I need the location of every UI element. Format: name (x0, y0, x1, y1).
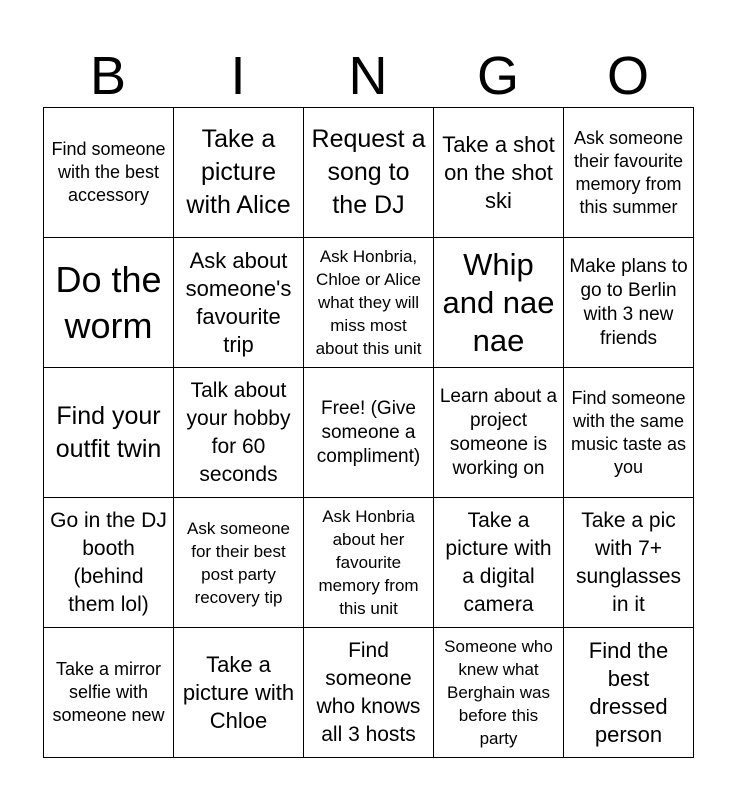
bingo-cell-2-4[interactable] (434, 238, 564, 368)
bingo-cell-4-4[interactable] (434, 498, 564, 628)
cell-text: Ask Honbria, Chloe or Alice what they will miss most about this unit (315, 247, 422, 358)
cell-text: Take a shot on the shot ski (442, 131, 555, 213)
cell-text: Ask about someone's favourite trip (185, 247, 292, 357)
header-letter-b: B (89, 46, 127, 106)
cell-text: Find the best dressed person (588, 637, 669, 747)
bingo-cell-3-4[interactable] (434, 368, 564, 498)
bingo-cell-1-4[interactable] (434, 108, 564, 238)
header-letter-n: N (348, 46, 388, 106)
cell-text: Do the worm (55, 258, 162, 346)
cell-text: Find someone who knows all 3 hosts (316, 638, 421, 746)
bingo-cell-1-1[interactable] (44, 108, 174, 238)
bingo-cell-2-3[interactable] (304, 238, 434, 368)
bingo-cell-1-3[interactable] (304, 108, 434, 238)
header-letter-g: G (476, 46, 519, 106)
cell-text: Talk about your hobby for 60 seconds (186, 378, 291, 486)
header-letter-o: O (606, 46, 649, 106)
cell-text: Take a picture with a digital camera (445, 508, 552, 616)
cell-text: Ask someone for their best post party recovery tip (187, 518, 290, 607)
bingo-cell-5-3[interactable] (304, 628, 434, 758)
cell-text: Find your outfit twin (55, 401, 162, 463)
cell-text: Find someone with the best accessory (51, 139, 166, 205)
bingo-cell-2-2[interactable] (174, 238, 304, 368)
bingo-cell-2-5[interactable] (564, 238, 694, 368)
bingo-cell-5-2[interactable] (174, 628, 304, 758)
bingo-cell-1-5[interactable] (564, 108, 694, 238)
cell-text: Whip and nae nae (442, 246, 555, 358)
cell-text: Take a mirror selfie with someone new (52, 659, 165, 725)
cell-text: Take a picture with Alice (186, 125, 291, 219)
bingo-cell-3-3[interactable] (304, 368, 434, 498)
bingo-cell-4-1[interactable] (44, 498, 174, 628)
bingo-cell-5-4[interactable] (434, 628, 564, 758)
cell-text: Learn about a project someone is working on (439, 385, 558, 479)
bingo-cell-3-1[interactable] (44, 368, 174, 498)
cell-text: Free! (Give someone a compliment) (316, 397, 421, 467)
cell-text: Someone who knew what Berghain was before this party (444, 637, 553, 748)
bingo-cell-4-5[interactable] (564, 498, 694, 628)
cell-text: Find someone with the same music taste as you (570, 387, 687, 477)
bingo-header (43, 44, 693, 108)
cell-text: Ask someone their favourite memory from this summer (573, 127, 684, 217)
cell-text: Take a pic with 7+ sunglasses in it (575, 508, 682, 616)
bingo-cell-2-1[interactable] (44, 238, 174, 368)
bingo-cell-5-5[interactable] (564, 628, 694, 758)
bingo-cell-1-2[interactable] (174, 108, 304, 238)
bingo-cell-3-5[interactable] (564, 368, 694, 498)
cell-text: Go in the DJ booth (behind them lol) (50, 508, 167, 616)
bingo-cell-3-2[interactable] (174, 368, 304, 498)
bingo-cell-5-1[interactable] (44, 628, 174, 758)
bingo-cell-4-2[interactable] (174, 498, 304, 628)
cell-text: Take a picture with Chloe (182, 651, 295, 733)
cell-text: Make plans to go to Berlin with 3 new friends (569, 255, 688, 349)
cell-text: Request a song to the DJ (311, 125, 426, 219)
bingo-board (43, 107, 694, 758)
bingo-cell-4-3[interactable] (304, 498, 434, 628)
cell-text: Ask Honbria about her favourite memory from this unit (318, 507, 419, 618)
header-letter-i: I (230, 46, 246, 106)
